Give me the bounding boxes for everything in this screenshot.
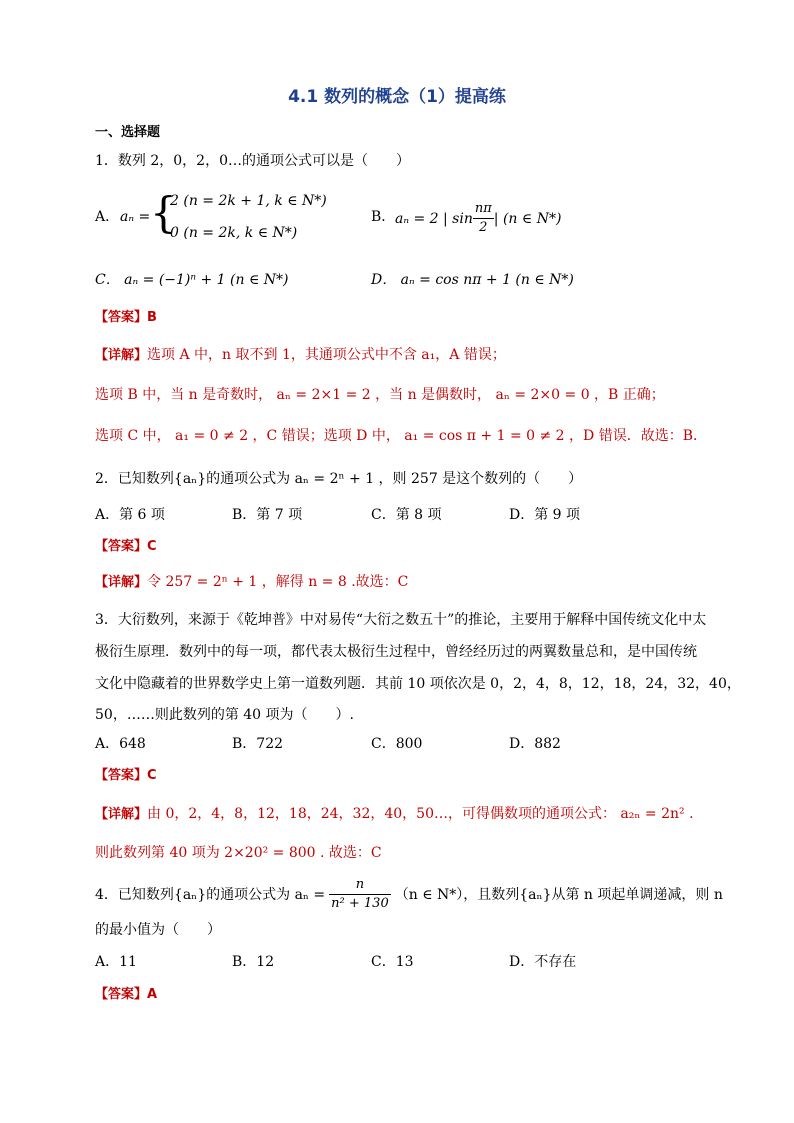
q3-option-d: D．882 [509, 736, 561, 752]
q4-stem-pre: 4．已知数列{aₙ}的通项公式为 aₙ = [95, 886, 326, 903]
q1-detail-tag: 【详解】 [95, 348, 148, 363]
q4-stem-post: （n ∈ N*），且数列{aₙ}从第 n 项起单调递减，则 n [394, 886, 723, 903]
q2-option-b: B．第 7 项 [232, 507, 303, 523]
q3-option-a: A．648 [95, 736, 146, 752]
q4-answer [95, 985, 157, 1004]
q3-detail-text1: 由 0，2，4，8，12，18，24，32，40，50…，可得偶数项的通项公式： a₂ₙ = 2n² . [147, 806, 694, 822]
q4-stem-line2: 的最小值为（ ） [95, 922, 221, 938]
q3-detail-line2: 则此数列第 40 项为 2×20² = 800 . 故选：C [95, 845, 382, 861]
q3-stem-line3: 文化中隐藏着的世界数学史上第一道数列题．其前 10 项依次是 0，2，4，8，12，18，24，32，40， [95, 676, 741, 692]
q1-option-b-numerator: nπ [473, 200, 494, 219]
q3-option-c: C．800 [371, 736, 423, 752]
q3-detail-line1 [95, 805, 694, 824]
q2-option-d: D．第 9 项 [509, 507, 581, 523]
q4-fraction [329, 876, 391, 913]
q2-detail-tag: 【详解】 [95, 575, 148, 590]
q4-option-d: D．不存在 [509, 954, 577, 970]
q1-option-b [395, 200, 561, 237]
q1-detail-line1 [95, 346, 506, 365]
q3-stem-line2: 极衍生原理．数列中的每一项，都代表太极衍生过程中，曾经经历过的两翼数量总和，是中国传统 [95, 644, 697, 660]
q4-fraction-denominator: n² + 130 [331, 896, 389, 911]
q1-option-a-label: A． [95, 209, 120, 225]
q4-answer-value: A [147, 987, 158, 1002]
q1-option-b-denominator: 2 [479, 220, 488, 235]
q1-option-a-lhs: aₙ = [120, 209, 151, 225]
q1-option-a-row1: 2 (n = 2k + 1, k ∈ N*) [170, 193, 327, 209]
q1-option-d: D． aₙ = cos nπ + 1 (n ∈ N*) [371, 272, 574, 288]
q2-stem: 2．已知数列{aₙ}的通项公式为 aₙ = 2ⁿ + 1 ，则 257 是这个数列的（ ） [95, 471, 583, 487]
q3-stem-line4: 50，……则此数列的第 40 项为（ ）. [95, 707, 354, 723]
q1-detail-line3: 选项 C 中， a₁ = 0 ≠ 2 ，C 错误；选项 D 中， a₁ = cos π + 1 = 0 ≠ 2 ，D 错误．故选：B． [95, 428, 708, 444]
q1-option-c: C． aₙ = (−1)ⁿ + 1 (n ∈ N*) [95, 272, 289, 288]
q3-detail-tag: 【详解】 [95, 807, 148, 822]
q2-answer-tag: 【答案】 [95, 539, 148, 554]
q2-answer [95, 537, 157, 556]
q4-option-c: C．13 [371, 954, 414, 970]
q2-option-a: A．第 6 项 [95, 507, 165, 523]
q4-option-b: B．12 [232, 954, 275, 970]
q3-stem-line1: 3．大衍数列，来源于《乾坤普》中对易传“大衍之数五十”的推论，主要用于解释中国传统文化中太 [95, 612, 707, 628]
q1-detail-text1: 选项 A 中，n 取不到 1，其通项公式中不含 a₁，A 错误； [147, 347, 506, 363]
q2-detail-text: 令 257 = 2ⁿ + 1 ，解得 n = 8 .故选：C [147, 574, 409, 590]
q4-option-a: A．11 [95, 954, 137, 970]
q1-option-a-brace: { [150, 188, 177, 237]
q4-stem-line1 [95, 876, 723, 913]
section-heading: 一、选择题 [95, 125, 161, 140]
q3-answer-value: C [147, 768, 157, 783]
q4-answer-tag: 【答案】 [95, 987, 148, 1002]
q2-detail [95, 573, 408, 592]
q1-answer-tag: 【答案】 [95, 310, 148, 325]
q1-stem: 1．数列 2，0，2，0…的通项公式可以是（ ） [95, 153, 410, 169]
q3-option-b: B．722 [232, 736, 284, 752]
q2-answer-value: C [147, 539, 157, 554]
q3-answer-tag: 【答案】 [95, 768, 148, 783]
q1-option-a-row2: 0 (n = 2k, k ∈ N*) [170, 225, 298, 241]
page-title: 4.1 数列的概念（1）提高练 [288, 87, 506, 107]
q1-option-b-lhs: aₙ = 2 | sin [395, 210, 473, 227]
q1-answer-value: B [147, 310, 157, 325]
q4-fraction-numerator: n [329, 876, 391, 895]
q3-answer [95, 766, 157, 785]
q1-detail-line2: 选项 B 中，当 n 是奇数时， aₙ = 2×1 = 2 ，当 n 是偶数时， aₙ = 2×0 = 0 ，B 正确； [95, 387, 665, 403]
q1-option-b-rhs: | (n ∈ N*) [493, 210, 562, 227]
q2-option-c: C．第 8 项 [371, 507, 442, 523]
q1-option-b-label: B． [371, 209, 396, 225]
q1-answer [95, 308, 157, 327]
q1-option-b-fraction [473, 200, 494, 237]
